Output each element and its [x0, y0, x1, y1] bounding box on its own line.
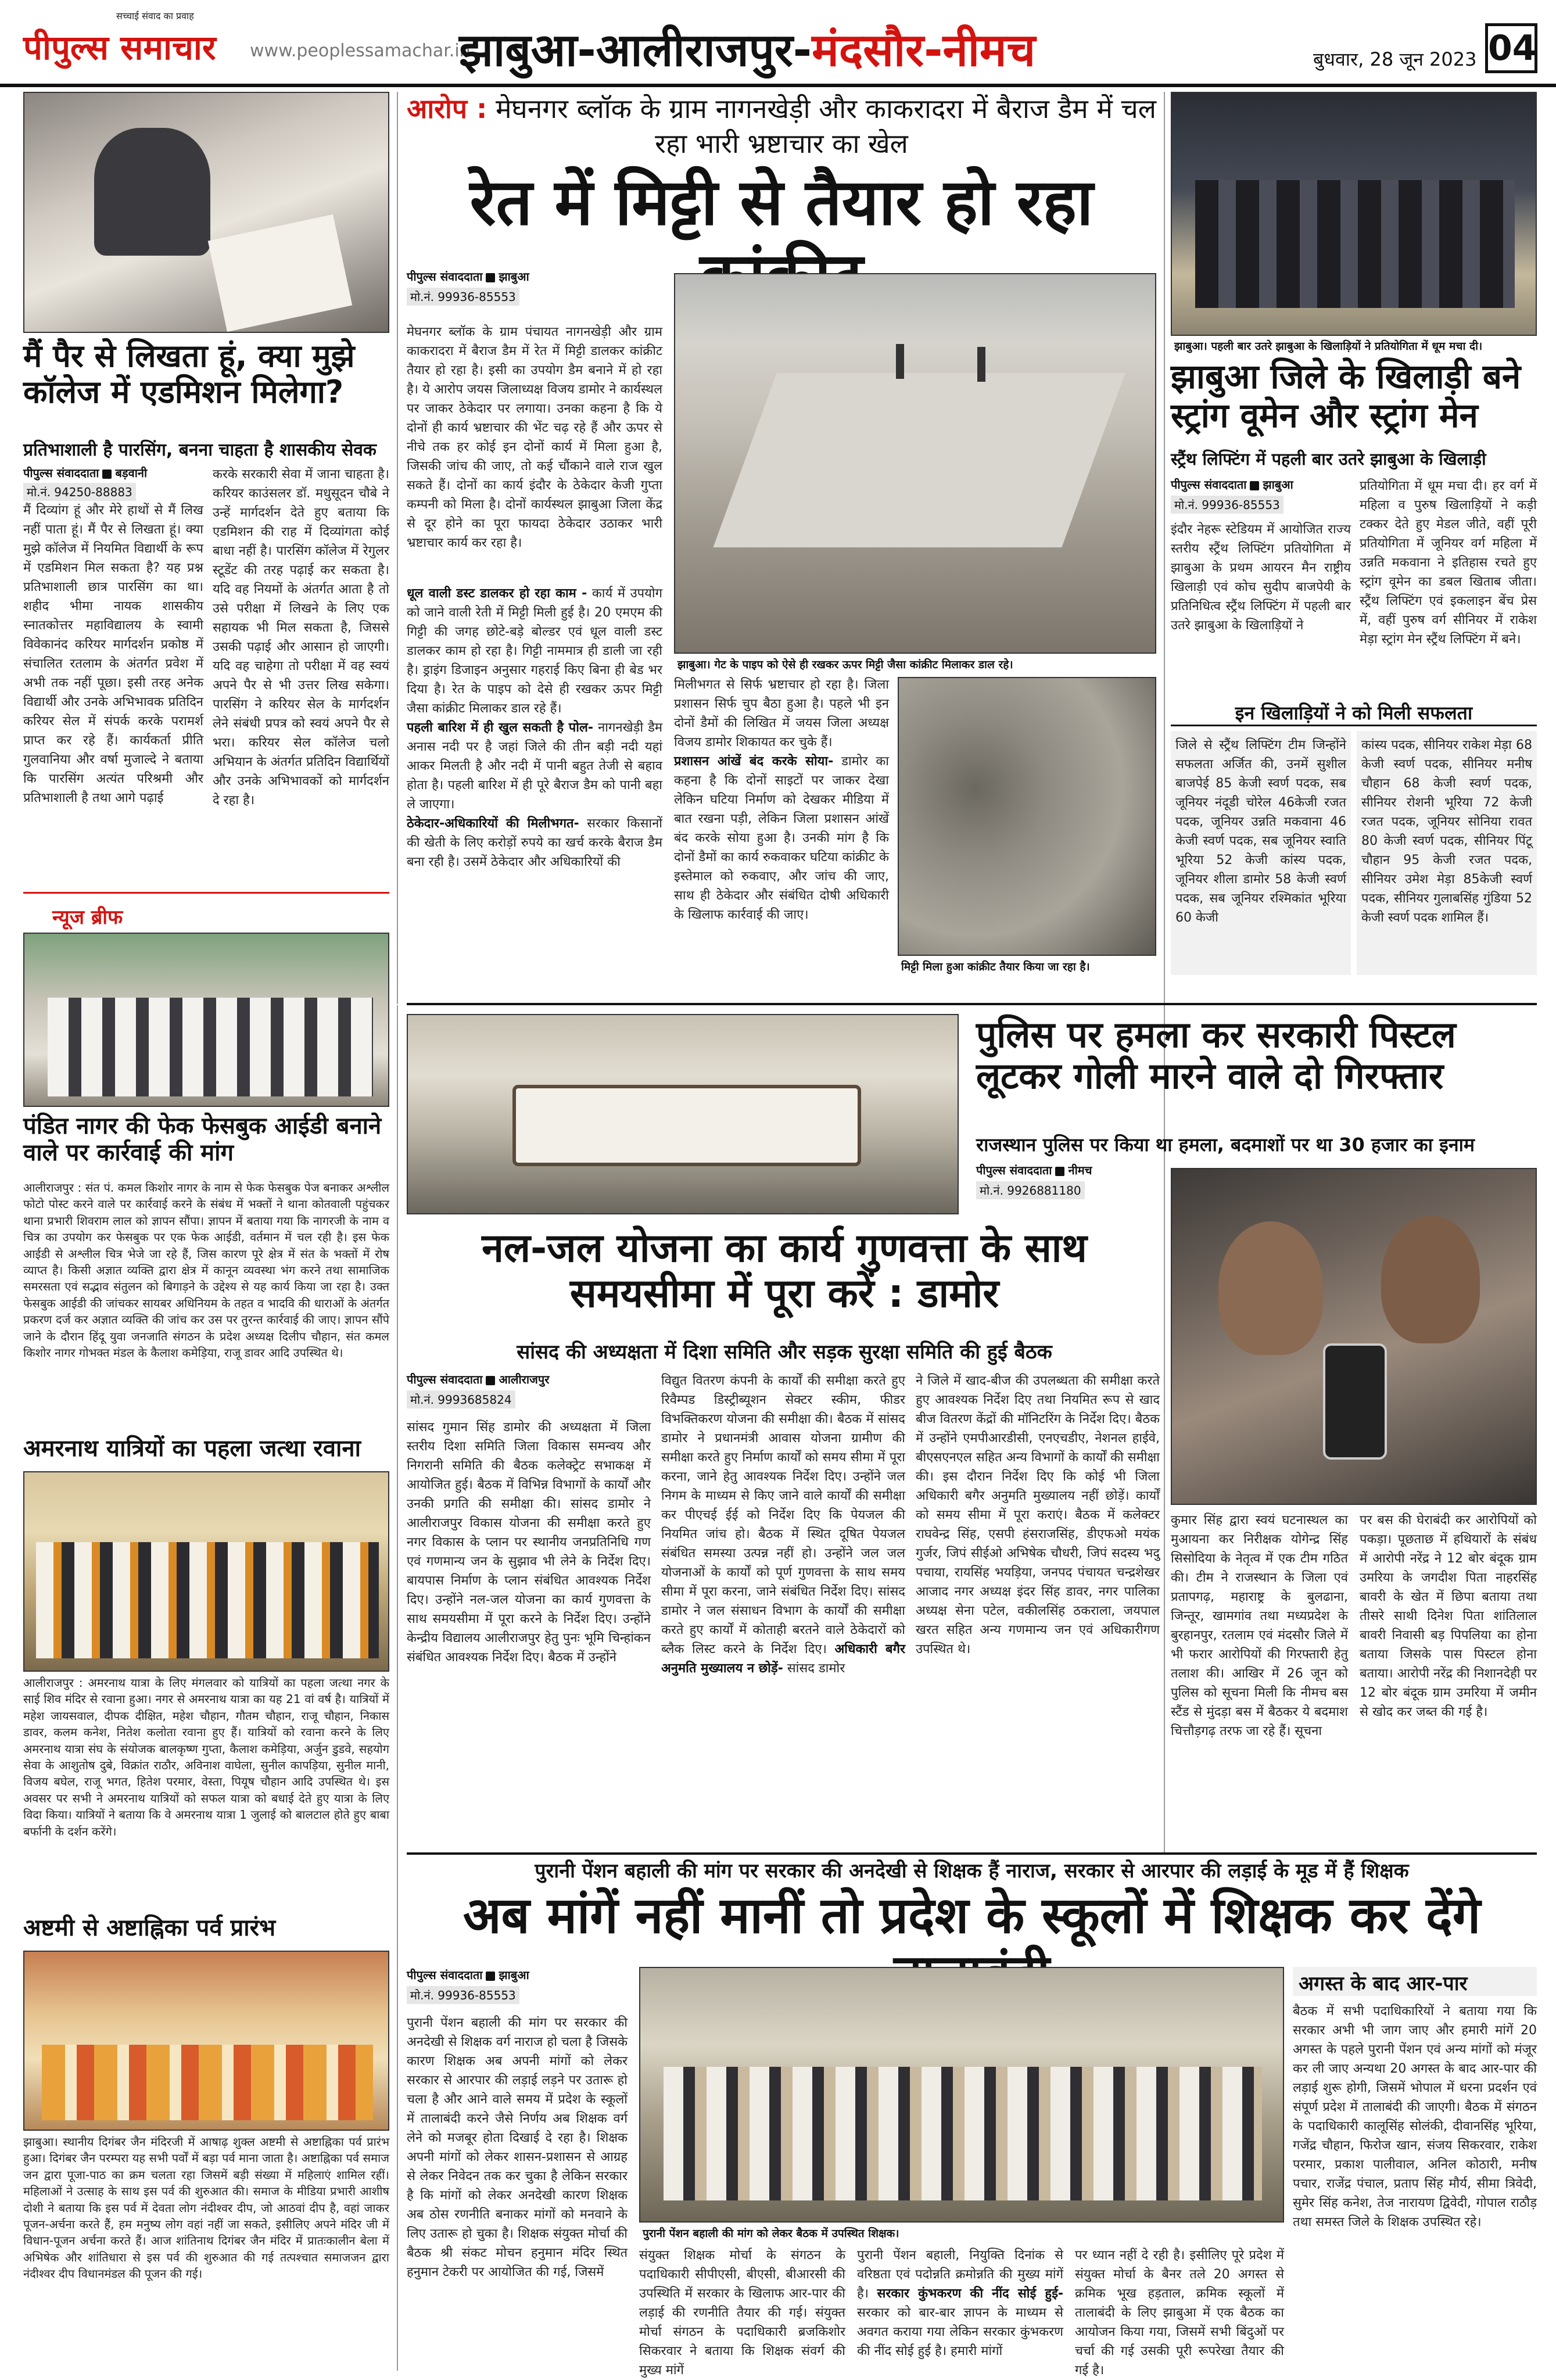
pilgrims-group-shape — [36, 1542, 379, 1658]
pen-icon — [486, 273, 495, 282]
column-divider — [397, 1005, 398, 2371]
pen-icon — [486, 1972, 495, 1981]
column-divider — [397, 92, 398, 1004]
bullet-title: प्रशासन आंखें बंद करके सोया- — [674, 754, 834, 769]
story-water-headline: नल-जल योजना का कार्य गुणवत्ता के साथ समयसीमा में पूरा करें : डामोर — [482, 1225, 1087, 1317]
story-sports-column-1: इंदौर नेहरू स्टेडियम में आयोजित राज्य स्तरीय स्ट्रैंथ लिफ्टिंग प्रतियोगिता में झाबुआ के प्रथम आयरन मैन राष्ट्रीय खिलाड़ी एवं कोच सुदीप बाजपेयी के प्रतिनिधित्व स्ट्रैंथ लिफ्टिंग में पहली बार उतरे झाबुआ के खिलाड़ियों ने — [1171, 522, 1351, 633]
story-sports-box-column-2: कांस्य पदक, सीनियर राकेश मेड़ा 68 केजी स्वर्ण पदक, सीनियर मनीष चौहान 68 केजी स्वर्ण पदक, सीनियर रोशनी भूरिया 72 केजी रजत पदक, जूनियर सोनिया रावत 80 केजी स्वर्ण पदक, सीनियर पिंटू चौहान 95 केजी रजत पदक, सीनियर उमेश मेड़ा 85केजी स्वर्ण पदक, सीनियर गुलाबसिंह गुंडिया 52 केजी स्वर्ण पदक शामिल हैं। — [1357, 731, 1537, 975]
region-black: झाबुआ-आलीराजपुर- — [459, 24, 812, 77]
logo-tagline: सच्चाई संवाद का प्रवाह — [116, 10, 194, 21]
brief-2-body: आलीराजपुर : अमरनाथ यात्रा के लिए मंगलवार को यात्रियों का पहला जत्था नगर के साई शिव मंदिर से रवाना हुआ। नगर से अमरनाथ यात्रा का यह 21 वां वर्ष है। यात्रियों में महेश जायसवाल, दीपक दीक्षित, महेश चौहान, गौतम चौहान, राजू चौहान, निकास डावर, कलम कनेश, नितेश कलोता रवाना हुए हैं। यात्रियों को रवाना करने के लिए अमरनाथ यात्रा संघ के संयोजक बालकृष्ण गुप्ता, कैलाश कमेड़िया, अर्जुन डुडवे, सहयोग सेवा के आशुतोष दुबे, विक्रांत राठौर, अविनाश वाघेला, सुनील कापड़िया, सुनील मानी, विजय बघेल, राजू भगत, हितेश परमार, वेस्ता, पियूष चौहान आदि उपस्थित थे। इस अवसर पर सभी ने अमरनाथ यात्रियों को सफल यात्रा को बधाई देते हुए यात्रा के लिए विदा किया। यात्रियों ने बताया कि वे अमरनाथ यात्रा 1 जुलाई को बालटाल होते हुए बाबा बर्फानी के दर्शन करेंगे। — [23, 1676, 389, 1838]
story-police-column-3: पर बस की घेराबंदी कर आरोपियों को पकड़ा। पूछताछ में हथियारों के संबंध में आरोपी नरेंद्र ने 12 बोर बंदूक ग्राम उमरिया के जगदीश पिता नाहरसिंह बावरी के खेत में छिपा बताया तथा तीसरे साथी दिनेश पिता शांतिलाल बावरी निवासी बड़ पिपलिया का होना बताया जिसके पास पिस्टल होना बताया। आरोपी नरेंद्र की निशानदेही पर 12 बोर बंदूक ग्राम उमरिया में जमीन से खोद कर जब्त की गई है। — [1360, 1513, 1537, 1719]
story-sports-byline-block — [1171, 476, 1351, 517]
women-worshippers-shape — [42, 2045, 373, 2120]
photo-arrested-accused — [1171, 1168, 1537, 1505]
story-police-headline: पुलिस पर हमला कर सरकारी पिस्टल लूटकर गोली मारने वाले दो गिरफ्तार — [976, 1013, 1456, 1098]
byline: पीपुल्स संवाददाता — [407, 1968, 483, 1982]
page-number: 04 — [1485, 23, 1537, 73]
pen-icon — [102, 469, 112, 479]
story-feet-byline-block — [23, 465, 209, 500]
photo-barrage-construction — [674, 273, 1156, 654]
story-sports-headline: झाबुआ जिले के खिलाड़ी बने स्ट्रांग वूमेन और स्ट्रांग मेन — [1171, 357, 1521, 435]
byline: पीपुल्स संवाददाता — [407, 270, 483, 284]
sub-heading: सरकार कुंभकरण की नींद सोई हुई- — [877, 2286, 1064, 2301]
news-brief-label: न्यूज ब्रीफ — [41, 899, 134, 933]
student-figure-shape — [94, 128, 210, 256]
reporter-mobile: मो.नं. 9926881180 — [976, 1181, 1085, 1199]
byline: पीपुल्स संवाददाता — [407, 1372, 483, 1386]
story-sand-photo1-caption: झाबुआ। गेट के पाइप को ऐसे ही रखकर ऊपर मिट्टी जैसा कांक्रीट मिलाकर डाल रहे। — [674, 655, 1156, 673]
photo-student-writing-with-foot — [23, 92, 389, 333]
kicker-text: मेघनगर ब्लॉक के ग्राम नागनखेड़ी और काकरादरा में बैराज डैम में चल रहा भारी भ्रष्टाचार का खेल — [496, 93, 1156, 159]
reporter-mobile: मो.नं. 9993685824 — [407, 1390, 515, 1408]
teachers-group-shape — [664, 2067, 1262, 2200]
meeting-table-shape — [512, 1085, 861, 1166]
story-teachers-byline-block — [407, 1967, 628, 2008]
bullet-title: पहली बारिश में ही खुल सकती है पोल- — [407, 721, 594, 735]
story-sand-byline-block — [407, 268, 662, 309]
page-region-title — [459, 17, 1035, 79]
photo-jain-ritual — [23, 1951, 389, 2131]
byline: पीपुल्स संवाददाता — [1171, 478, 1247, 492]
accused-face-shape — [1381, 1216, 1480, 1343]
reporter-mobile: मो.नं. 99936-85553 — [1171, 496, 1283, 514]
story-police-column-2: कुमार सिंह द्वारा स्वयं घटनास्थल का मुआयना कर निरीक्षक योगेन्द्र सिंह सिसोदिया के नेतृत्व में एक टीम गठित की। टीम ने राजस्थान के जिला एवं प्रतापगढ़, महाराष्ट्र के बुलढाना, जिन्तूर, खामगांव तथा मध्यप्रदेश के बुरहानपुर, रतलाम एवं मंदसौर जिले में भी फरार आरोपियों की गिरफ्तारी हेतु तलाश की। आखिर में 26 जून को पुलिस को सूचना मिली कि नीमच बस स्टैंड से मुंदड़ा बस में बैठकर ये बदमाश चित्तौड़गढ़ तरफ जा रहे हैं। सूचना — [1171, 1513, 1348, 1739]
pen-icon — [486, 1376, 495, 1385]
dateline-place: आलीराजपुर — [499, 1372, 550, 1386]
column-divider — [1164, 92, 1165, 1004]
phone-shape — [1323, 1343, 1387, 1460]
dateline-place: नीमच — [1068, 1163, 1092, 1177]
story-feet-column-1: मैं दिव्यांग हूं और मेरे हाथों से मैं लिख नहीं पाता हूं। मैं पैर से लिखता हूं। क्या मुझे कॉलेज में नियमित विद्यार्थी के रूप में एडमिशन मिल सकता है? यह प्रश्न प्रतिभाशाली छात्र पारसिंग का था। शहीद भीमा नायक शासकीय स्नातकोत्तर महाविद्यालय के स्वामी विवेकानंद करियर मार्गदर्शन प्रकोष्ठ में संचालित रतलाम के अंतर्गत प्रवेश में अभी तक नहीं पूछा। इसी तरह अनेक विद्यार्थी और उनके अभिभावक प्रतिदिन करियर सेल में संपर्क करके परामर्श प्राप्त कर रहे हैं। कार्यकर्ता प्रीति गुलवानिया और वर्षा मुजाल्दे ने बताया कि पारसिंग अत्यंत परिश्रमी और प्रतिभाशाली है तथा आगे पढ़ाई — [23, 503, 203, 805]
concrete-slab-shape — [713, 373, 1125, 547]
issue-date: बुधवार, 28 जून 2023 — [1313, 48, 1477, 70]
reporter-mobile: मो.नं. 99936-85553 — [407, 288, 519, 306]
photo-memorandum-submission — [23, 933, 389, 1107]
column-text: सांसद डामोर — [787, 1661, 845, 1676]
reporter-mobile: मो.नं. 94250-88883 — [23, 483, 136, 501]
group-shape — [48, 998, 373, 1096]
news-brief-header — [23, 892, 389, 929]
column-text: मिलीभगत से सिर्फ भ्रष्टाचार हो रहा है। जिला प्रशासन सिर्फ चुप बैठा हुआ है। पहले भी इन दोनों डैमों की लिखित में जयस जिला अध्यक्ष विजय डामोर शिकायत कर चुके हैं। — [674, 678, 889, 750]
bullet-title: ठेकेदार-अधिकारियों की मिलीभगत- — [407, 816, 579, 831]
story-sports-box-title: इन खिलाड़ियों ने को मिली सफलता — [1171, 700, 1537, 726]
story-sports-column-2: प्रतियोगिता में धूम मचा दी। हर वर्ग में महिला व पुरुष खिलाड़ियों ने कड़ी टक्कर देते हुए मेडल जीते, वहीं पूरी प्रतियोगिता में जूनियर वर्ग महिला में उन्नति मकवाना ने इतिहास रचते हुए स्ट्रांग वूमेन का डबल खिताब जीता। स्ट्रैंथ लिफ्टिंग एवं इकलाइन बेंच प्रेस में, वहीं पुरुष वर्ग सीनियर में राकेश मेड़ा स्ट्रांग मेन स्ट्रैंथ लिफ्टिंग में बने। — [1360, 479, 1537, 647]
brief-1-headline: पंडित नागर की फेक फेसबुक आईडी बनाने वाले पर कार्रवाई की मांग — [23, 1113, 382, 1166]
story-sand-column-1: मेघनगर ब्लॉक के ग्राम पंचायत नागनखेड़ी और ग्राम काकरादरा में बैराज डैम में रेत में मिट्टी डालकर कांक्रीट तैयार हो रहा है। इसी का उपयोग डैम बनाने में हो रहा है। ये आरोप जयस जिलाध्यक्ष विजय डामोर ने कार्यस्थल पर जाकर ठेकेदार पर लगाया। उनका कहना है कि ये दोनों ही कार्य भ्रष्टाचार की भेंट चढ़ रहे हैं और ऊपर से नीचे तक हर कोई इन दोनों कार्य में मिला हुआ है, जिसकी जांच की जाए, तो कई चौंकाने वाले राज खुल सकते हैं। दोनों का कार्य इंदौर के ठेकेदार केजी गुप्ता कम्पनी को मिला है। दोनों कार्यस्थल झाबुआ जिला केंद्र से दूर होने का पूरा फायदा ठेकेदार उठाकर भारी भ्रष्टाचार कार्य कर रहा है। — [407, 325, 662, 550]
brief-2-headline: अमरनाथ यात्रियों का पहला जत्था रवाना — [23, 1435, 361, 1462]
story-sand-column-2 — [674, 675, 889, 977]
story-water-column-3: ने जिले में खाद-बीज की उपलब्धता की समीक्षा करते हुए आवश्यक निर्देश दिए तथा नियमित रूप से खाद बीज वितरण केंद्रों की मॉनिटरिंग के निर्देश दिए। बैठक में उन्होंने एमपीआरडीसी, एनएचडीए, नेशनल हाईवे, बीएसएनएल सहित अन्य विभागों के कार्यों की समीक्षा की। इस दौरान निर्देश दिए कि कोई भी जिला अधिकारी बगैर अनुमति मुख्यालय नहीं छोड़ें। कार्यों को समय सीमा में पूरा कराएं। बैठक में कलेक्टर राघवेन्द्र सिंह, एसपी हंसराजसिंह, डीएफओ मयंक गुर्जर, जिपं सीईओ अभिषेक चौधरी, जिपं सदस्य भदु पचाया, रायसिंह भयड़िया, जनपद पंचायत चन्द्रशेखर आजाद नगर अध्यक्ष इंदर सिंह डावर, नगर पालिका अध्यक्ष सेना पटेल, वकीलसिंह ठकराला, जयपाल खरत सहित अन्य गणमान्य जन एवं अधिकारीगण उपस्थित थे। — [916, 1374, 1160, 1657]
story-sports-photo-caption: झाबुआ। पहली बार उतरे झाबुआ के खिलाड़ियों ने प्रतियोगिता में धूम मचा दी। — [1171, 337, 1537, 354]
column-text: सरकार को बार-बार ज्ञापन के माध्यम से अवगत कराया गया लेकिन सरकार कुंभकरण की नींद सोई हुई है। हमारी मांगों — [857, 2306, 1063, 2359]
accused-face-shape — [1218, 1221, 1323, 1355]
story-teachers-column-1: पुरानी पेंशन बहाली की मांग पर सरकार की अनदेखी से शिक्षक वर्ग नाराज हो चला है जिसके कारण शिक्षक अब अपनी मांगों को लेकर सरकार से आरपार की लड़ाई लड़ने पर उतारू हो चला है और आने वाले समय में प्रदेश के स्कूलों में तालाबंदी करने जैसे निर्णय अब शिक्षक वर्ग लेने को मजबूर होता दिखाई दे रहा है। शिक्षक अपनी मांगों को लेकर शासन-प्रशासन से आग्रह से लेकर निवेदन तक कर चुका है लेकिन सरकार है कि मांगों को लेकर अनदेखी कारण शिक्षक अब ठोस रणनीति बनाकर मांगों को मनवाने के लिए उतारू हो चुका है। शिक्षक संयुक्त मोर्चा की बैठक श्री संकट मोचन हनुमान मंदिर स्थित हनुमान टेकरी पर आयोजित की गई, जिसमें — [407, 2016, 628, 2279]
bullet-title: धूल वाली डस्ट डालकर हो रहा काम - — [407, 586, 587, 601]
story-sand-headline: रेत में मिट्टी से तैयार हो रहा — [469, 165, 1093, 239]
story-water-column-1: सांसद गुमान सिंह डामोर की अध्यक्षता में जिला स्तरीय दिशा समिति जिला विकास समन्वय और निगरानी समिति की बैठक कलेक्ट्रेट सभाकक्ष में आयोजित हुई। बैठक में विभिन्न विभागों के कार्यों और उनकी प्रगति की समीक्षा की। सांसद डामोर ने आलीराजपुर विकास योजना की समीक्षा करते हुए नगर विकास के प्लान पर स्थानीय जनप्रतिनिधि गण एवं गणमान्य जन के सुझाव भी लेने के निर्देश दिए। बायपास निर्माण के प्लान संबंधित आवश्यक निर्देश दिए। उन्होंने नल-जल योजना का कार्य गुणवत्ता के साथ समयसीमा में पूरा करने के निर्देश दिए। उन्होंने केन्द्रीय विद्यालय आलीराजपुर हेतु पुनः भूमि चिन्हांकन संबंधित आवश्यक निर्देश दिए। बैठक में उन्होंने — [407, 1420, 651, 1665]
newspaper-logo: पीपुल्स समाचार सच्चाई संवाद का प्रवाह — [23, 10, 216, 67]
bullet-text: कार्य में उपयोग को जाने वाली रेती में मिट्टी मिली हुई है। 20 एमएम की गिट्टी की जगह छोटे-बड़े बोल्डर एवं धूल वाली डस्ट डालकर काम हो रहा है। गिट्टी नाममात्र ही डाली जा रही है। ड्राइंग डिजाइन अनुसार गहराई किए बिना ही बेड भर दिया है। रेत के पाइप को देसे ही रखकर ऊपर मिट्टी जैसा कांक्रीट मिलाकर डाल रहे हैं। — [407, 586, 662, 716]
column-text: पुरानी पेंशन बहाली, नियुक्ति दिनांक से वरिष्ठता एवं पदोन्नति क्रमोन्नति की मुख्य मांगें है। — [857, 2248, 1063, 2301]
brief-1-body: आलीराजपुर : संत पं. कमल किशोर नागर के नाम से फेक फेसबुक पेज बनाकर अश्लील फोटो पोस्ट करने वाले पर कार्रवाई करने के संबंध में भक्तों ने थाना कोतवाली पहुंचकर थाना प्रभारी शिवराम लाल को ज्ञापन सौंपा। ज्ञापन में बताया गया कि नागरजी के नाम व चित्र का उपयोग कर फेसबुक पर एक फेक आईडी, वर्तमान में चल रही है। इस फेक आईडी से अश्लील चित्र भेजे जा रहे हैं, जिस कारण पूरे क्षेत्र में संत के भक्तों में रोष व्याप्त है। किसी अज्ञात व्यक्ति द्वारा क्षेत्र में कानून व्यवस्था भंग करने तथा सामाजिक समरसता एवं सद्भाव संतुलन को बिगाड़ने के उद्देश्य से यह कार्य किया जा रहा है। उक्त फेसबुक आईडी की जांचकर सायबर अधिनियम के तहत व भादवि की धाराओं के अंतर्गत प्रकरण दर्ज कर अज्ञात व्यक्ति की जांच कर उस पर तुरन्त कार्रवाई की जाए। ज्ञापन सौंपे जाने के दौरान हिंदू युवा जनजाति संगठन के प्रदेश अध्यक्ष दिलीप चौहान, संत कमल किशोर नागर गोभक्त मंडल के कैलाश कमेड़िया, राजू डावर आदि उपस्थित थे। — [23, 1181, 389, 1360]
photo-amarnath-pilgrims — [23, 1471, 389, 1672]
story-sand-bullets — [407, 584, 662, 962]
photo-teachers-meeting — [639, 1967, 1284, 2223]
byline: पीपुल्स संवाददाता — [976, 1163, 1052, 1177]
person-shape — [896, 344, 904, 379]
story-sand-photo2-caption: मिट्टी मिला हुआ कांक्रीट तैयार किया जा रहा है। — [898, 958, 1156, 975]
sub-heading: अधिकारी बगैर अनुमति मुख्यालय न छोड़ें- — [661, 1642, 905, 1676]
story-feet-subhead: प्रतिभाशाली है पारसिंग, बनना चाहता है शासकीय सेवक — [23, 440, 377, 460]
dateline-place: झाबुआ — [499, 270, 529, 284]
story-teachers-column-3 — [857, 2246, 1063, 2371]
story-police-subhead: राजस्थान पुलिस पर किया था हमला, बदमाशों पर था 30 हजार का इनाम — [976, 1134, 1475, 1156]
photo-strength-lifters-team — [1171, 92, 1537, 336]
kicker-label: आरोप : — [407, 93, 487, 124]
brief-3-headline: अष्टमी से अष्टाह्निका पर्व प्रारंभ — [23, 1915, 276, 1941]
pen-icon — [1250, 481, 1259, 490]
story-teachers-headline: अब मांगें नहीं मानीं तो प्रदेश के स्कूलों में शिक्षक कर देंगे — [463, 1887, 1481, 1945]
dateline-place: झाबुआ — [1263, 478, 1293, 492]
section-rule — [407, 1852, 1537, 1855]
bullet-text: डामोर का कहना है कि दोनों साइटों पर जाकर देखा लेकिन घटिया निर्माण को देखकर मीडिया में बात रखना पड़ी, लेकिन जिला प्रशासन आंखें बंद करके सोया हुआ है। उनकी मांग है कि दोनों डैमों का कार्य रुकवाकर घटिया कांक्रीट के इस्तेमाल को रुकवाए, और जांच की जाए, साथ ही ठेकेदार और संबंधित दोषी अधिकारी के खिलाफ कार्रवाई की जाए। — [674, 754, 889, 922]
story-police-byline-block — [976, 1162, 1162, 1203]
photo-soil-concrete — [898, 677, 1156, 956]
story-feet-headline: मैं पैर से लिखता हूं, क्या मुझे कॉलेज में एडमिशन मिलेगा? — [23, 338, 355, 411]
column-text: विद्युत वितरण कंपनी के कार्यों की समीक्षा करते हुए रिवैम्पड डिस्ट्रीब्यूशन सेक्टर स्कीम, फीडर विभक्तिकरण योजना की समीक्षा की। बैठक में सांसद डामोर ने प्रधानमंत्री आवास योजना ग्रामीण की समीक्षा करते हुए निर्माण कार्यों को समय सीमा में पूरा करना, जाने हेतु आवश्यक निर्देश दिए। उन्होंने जल निगम के माध्यम से किए जाने वाले कार्यों की समीक्षा कर पीएचई ईई को निर्देश दिए कि पेयजल की नियमित जांच हो। बैठक में स्थित दूषित पेयजल संबंधित समस्या उत्पन्न नहीं हो। उन्होंने जल जल योजनाओं के कार्यों को पूर्ण गुणवत्ता के साथ समय सीमा में पूरा करना, जाने संबंधित निर्देश दिए। सांसद डामोर ने जल संसाधन विभाग के कार्यों की समीक्षा करते हुए कार्यों में कोताही बरतने वाले ठेकेदारों को ब्लैक लिस्ट करने के निर्देश दिए। — [661, 1374, 905, 1657]
section-rule — [407, 1003, 1537, 1005]
story-teachers-photo-caption: पुरानी पेंशन बहाली की मांग को लेकर बैठक में उपस्थित शिक्षक। — [639, 2224, 1284, 2242]
story-sand-kicker — [407, 92, 1156, 162]
pen-icon — [1055, 1167, 1064, 1176]
dateline-place: झाबुआ — [499, 1968, 529, 1982]
story-teachers-kicker: पुरानी पेंशन बहाली की मांग पर सरकार की अनदेखी से शिक्षक हैं नाराज, सरकार से आरपार की लड़ाई के मूड में हैं शिक्षक — [535, 1859, 1409, 1883]
story-feet-column-2: करके सरकारी सेवा में जाना चाहता है। करियर काउंसलर डॉ. मधुसूदन चौबे ने उन्हें मार्गदर्शन देते हुए बताया कि एडमिशन की राह में दिव्यांगता कोई बाधा नहीं है। पारसिंग कॉलेज में रेगुलर स्टूडेंट की तरह पढ़ाई कर सकता है। यदि वह नियमों के अंतर्गत आता है तो उसे परीक्षा में लिखने के लिए एक सहायक भी मिल सकता है, जिससे उसकी पढ़ाई और आसान हो जाएगी। यदि वह चाहेगा तो परीक्षा में वह स्वयं अपने पैर से भी उत्तर लिख सकेगा। पारसिंग ने करियर सेल के मार्गदर्शन लेने संबंधी प्रपत्र को स्वयं अपने पैर से भरा। करियर सेल कॉलेज चलो अभियान के अंतर्गत प्रतिदिन विद्यार्थियों और उनके अभिभावकों को मार्गदर्शन दे रहा है। — [213, 467, 389, 808]
story-teachers-column-2: संयुक्त शिक्षक मोर्चा के संगठन के पदाधिकारी सीपीएसी, बीएसी, बीआरसी की उपस्थिति में सरकार के खिलाफ आर-पार की लड़ाई की रणनीति तैयार की गई। संयुक्त मोर्चा संगठन के पदाधिकारी ब्रजकिशोर सिकरवार ने बताया कि शिक्षक संवर्ग की मुख्य मांगें — [639, 2248, 845, 2378]
story-water-column-2 — [661, 1371, 905, 1848]
story-water-byline-block — [407, 1371, 651, 1412]
region-red: मंदसौर-नीमच — [812, 24, 1036, 77]
team-members-shape — [1195, 180, 1515, 308]
story-teachers-box-title: अगस्त के बाद आर-पार — [1293, 1967, 1537, 1996]
story-teachers-column-4: पर ध्यान नहीं दे रही है। इसीलिए पूरे प्रदेश में संयुक्त मोर्चा के बैनर तले 20 अगस्त से क्रमिक भूख हड़ताल, क्रमिक स्कूलों में तालाबंदी के लिए झाबुआ में एक बैठक का आयोजन किया गया, जिसमें सभी बिंदुओं पर चर्चा की गई उसकी पूरी रूपरेखा तैयार की गई है। — [1075, 2248, 1284, 2378]
bullet-text: नागनखेड़ी डैम अनास नदी पर है जहां जिले की तीन बड़ी नदी यहां आकर मिलती है और नदी में पानी बहुत तेजी से बहाव होता है। पहली बारिश में ही पूरे बैराज डैम को पानी बहा ले जाएगा। — [407, 721, 663, 812]
bullet-text: सरकार किसानों की खेती के लिए करोड़ों रुपये का खर्च करके बैराज डैम बना रही है। उसमें ठेकेदार और अधिकारियों की — [407, 816, 663, 869]
reporter-mobile: मो.नं. 99936-85553 — [407, 1986, 519, 2004]
dateline-place: बड़वानी — [115, 466, 148, 480]
byline: पीपुल्स संवाददाता — [23, 466, 99, 480]
website-url[interactable]: www.peoplessamachar.in — [250, 41, 471, 61]
masthead — [0, 0, 1556, 87]
person-shape — [977, 347, 985, 382]
brief-3-body: झाबुआ। स्थानीय दिगंबर जैन मंदिरजी में आषाढ़ शुक्ल अष्टमी से अष्टाह्निका पर्व प्रारंभ हुआ। दिगंबर जैन परम्परा यह सभी पर्वों में बड़ा पर्व माना जाता है। अष्टाह्निका पर्व समाज जन द्वारा पूजा-पाठ का क्रम चलता रहा जिसमें बड़ी संख्या में महिलाएं शामिल रहीं। महिलाओं ने उत्साह के साथ इस पर्व की शुरुआत की। समाज के मीडिया प्रभारी आशीष दोशी ने बताया कि इस पर्व में देवता लोग नंदीश्वर दीप, जो आठवां दीप है, वहां जाकर पूजन-अर्चना करते हैं, हम मनुष्य लोग वहां नहीं जा सकते, इसीलिए अपने मंदिर जी में विधान-पूजन अर्चना करते हैं। आज शांतिनाथ दिगंबर जैन मंदिर में प्रातःकालीन बेला में अभिषेक और शांतिधारा से इस पर्व की शुरुआत की गई तत्पश्चात समाजजन द्वारा नंदीश्वर दीप विधानमंडल की पूजन की गई। — [23, 2135, 389, 2281]
story-water-subhead: सांसद की अध्यक्षता में दिशा समिति और सड़क सुरक्षा समिति की हुई बैठक — [517, 1340, 1052, 1364]
story-teachers-box-body: बैठक में सभी पदाधिकारियों ने बताया गया कि सरकार अभी भी जाग जाए और हमारी मांगें 20 अगस्त के पहले पुरानी पेंशन एवं अन्य मांगों को मंजूर कर ली जाए अन्यथा 20 अगस्त के बाद आर-पार की लड़ाई शुरू होगी, जिसमें भोपाल में धरना प्रदर्शन एवं संपूर्ण प्रदेश में तालाबंदी की जाएगी। बैठक में संगठन के पदाधिकारी कालूसिंह सोलंकी, दीवानसिंह भूरिया, गजेंद्र चौहान, फिरोज खान, संजय सिकरवार, राकेश परमार, प्रकाश पालीवाल, अनिल कोठारी, मनीष पचार, राजेंद्र पंचाल, प्रताप सिंह मौर्य, सीमा त्रिवेदी, सुमेर सिंह कनेश, तेज नारायण द्विवेदी, गोपाल राठौड़ तथा समस्त जिले के शिक्षक उपस्थित रहे। — [1293, 2004, 1537, 2230]
photo-disha-committee-meeting — [407, 1014, 959, 1214]
story-sports-box-column-1: जिले से स्ट्रैंथ लिफ्टिंग टीम जिन्होंने सफलता अर्जित की, उनमें सुशील बाजपेई 85 केजी स्वर्ण पदक, सब जूनियर नंदूडी चोरेल 46केजी रजत पदक, जूनियर उन्नति मकवाना 46 केजी स्वर्ण पदक, सब जूनियर स्वाति भूरिया 52 केजी कांस्य पदक, जूनियर शीला डामोर 58 केजी स्वर्ण पदक, सब जूनियर रश्मिकांत भूरिया 60 केजी — [1171, 731, 1351, 975]
story-sports-subhead: स्ट्रैंथ लिफ्टिंग में पहली बार उतरे झाबुआ के खिलाड़ी — [1171, 449, 1486, 469]
